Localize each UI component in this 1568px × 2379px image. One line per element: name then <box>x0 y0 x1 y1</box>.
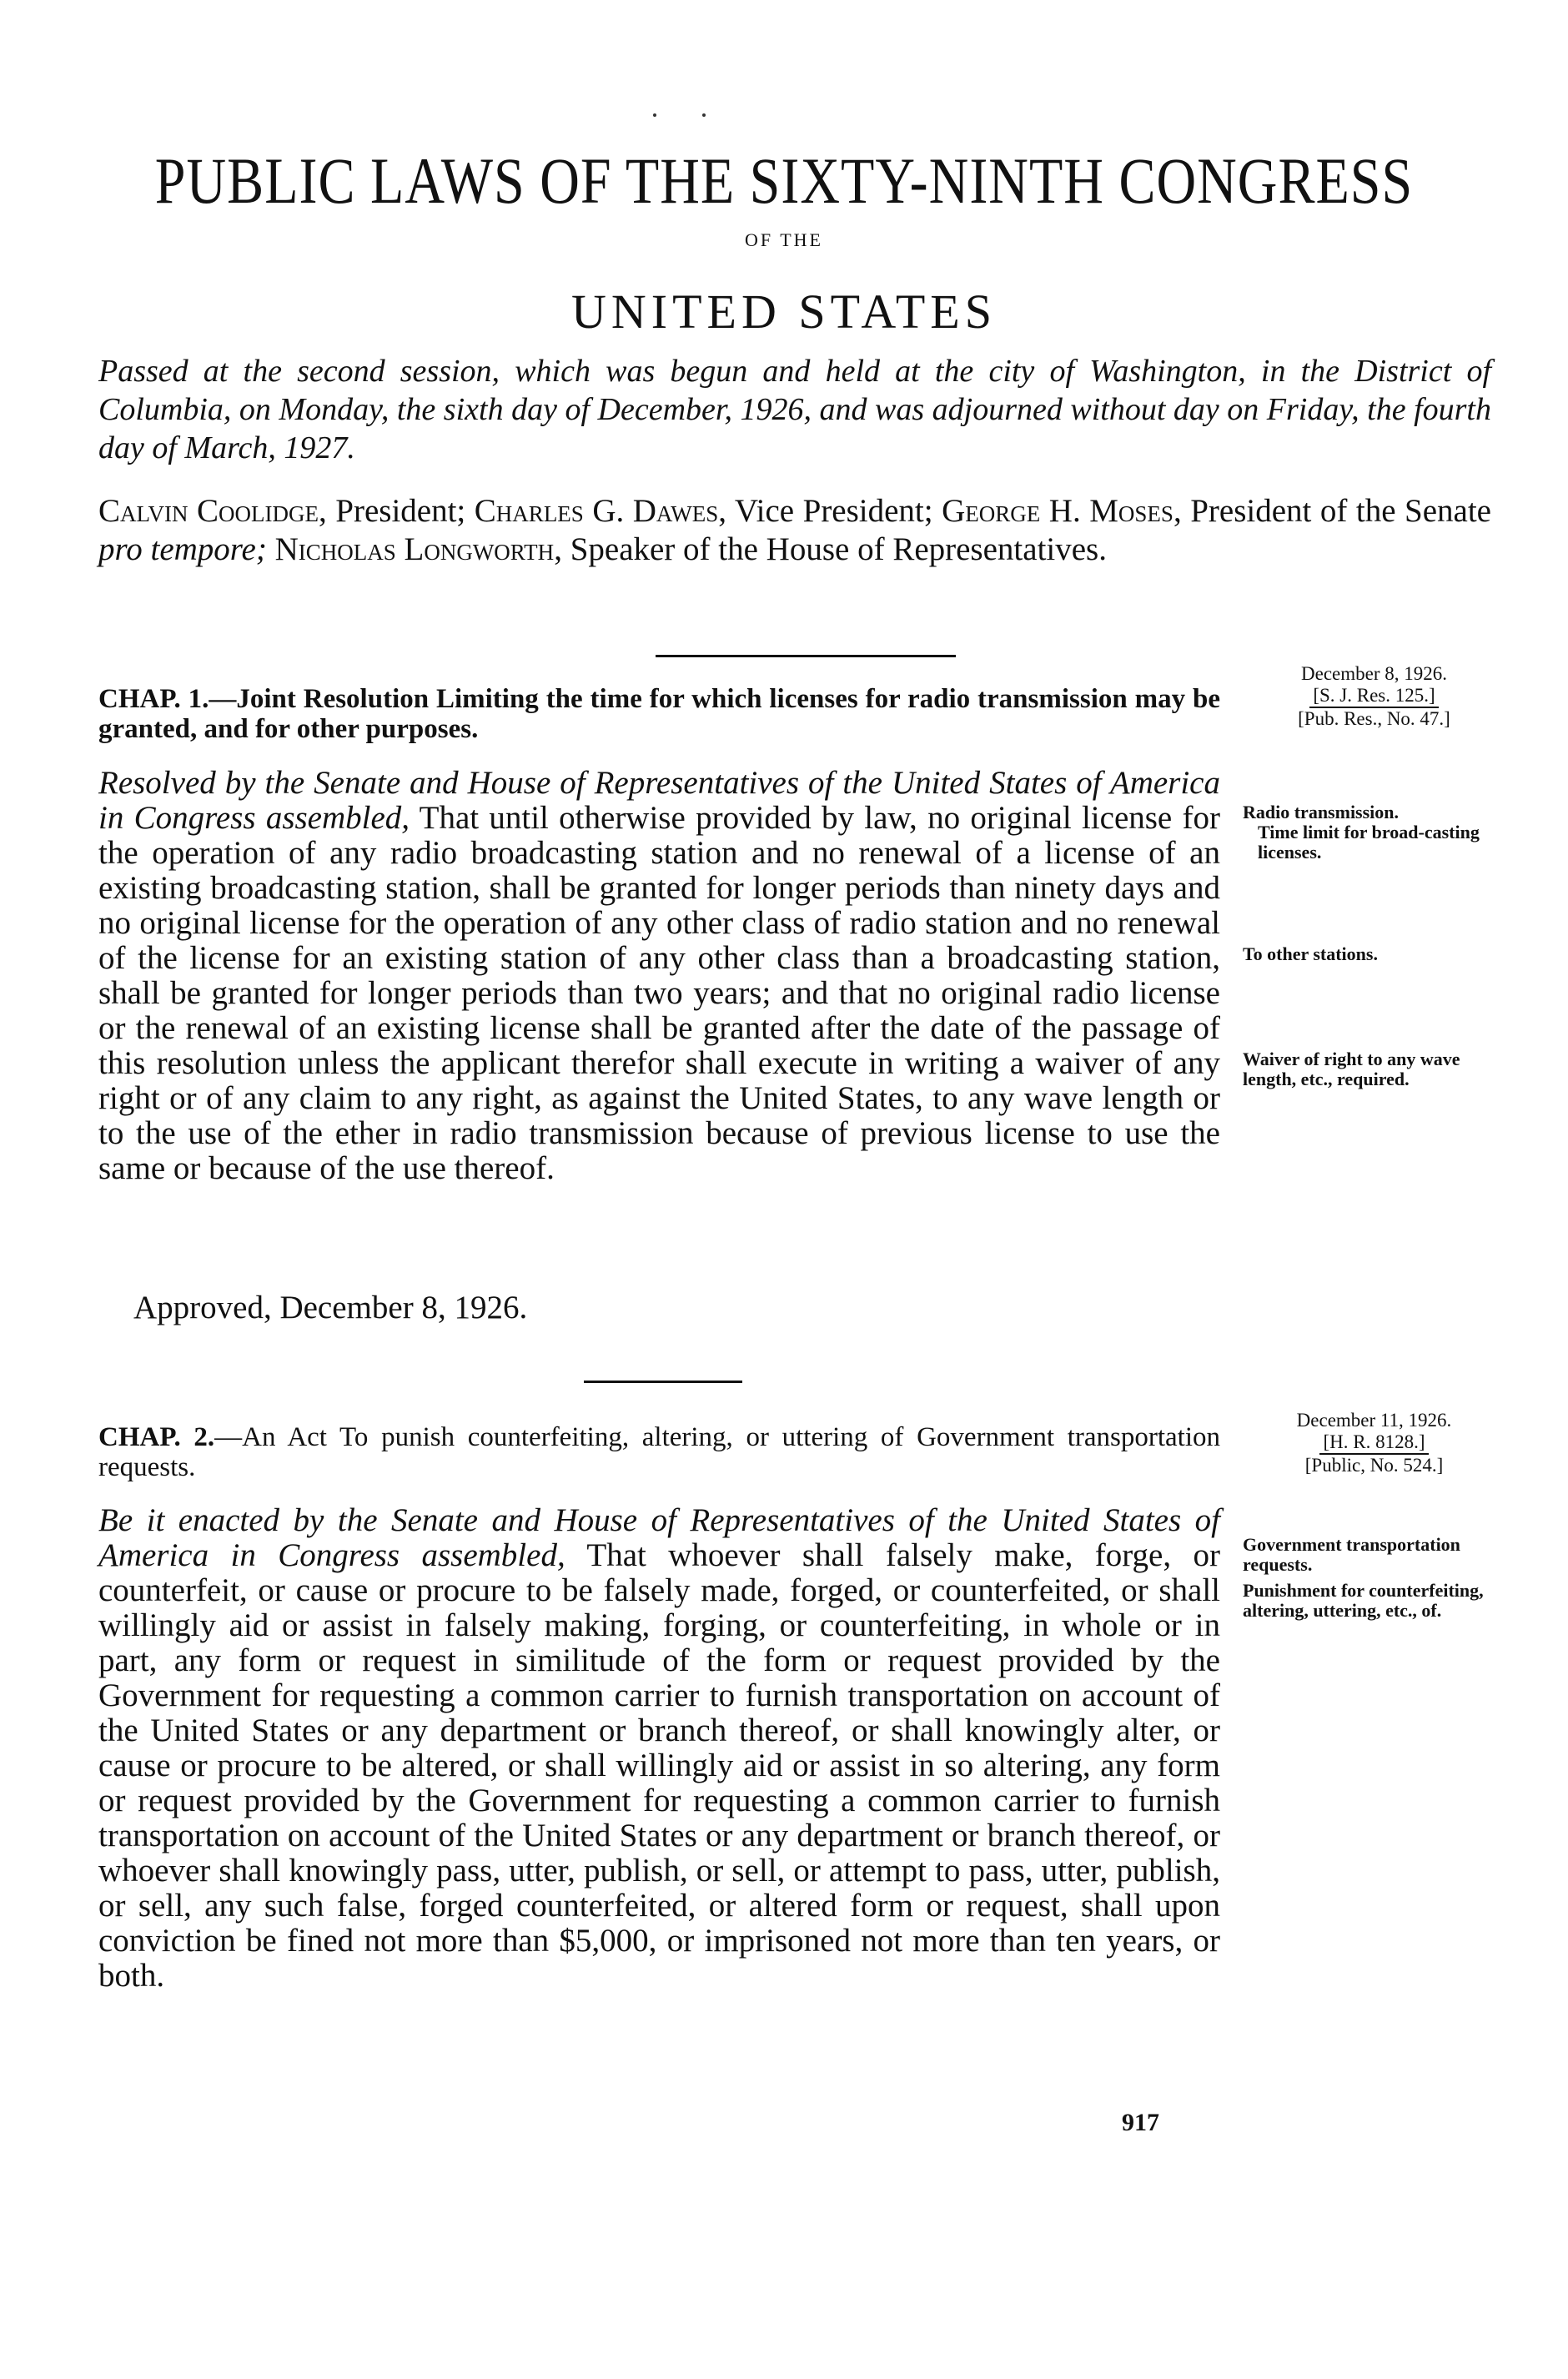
chap1-number: CHAP. 1. <box>98 684 209 714</box>
chap1-resolving-clause: Resolved by the Senate and House of Representatives of the United States of America in Congress assembled, <box>98 765 1220 836</box>
chap2-enacting-clause: Be it enacted by the Senate and House of Representatives of the United States of America in Congress assembled, <box>98 1502 1220 1573</box>
subtitle-of-the: OF THE <box>745 229 823 250</box>
session-intro: Passed at the second session, which was begun and held at the city of Washington, in the District of Columbia, on Monday, the sixth day of December, 1926, and was adjourned without day on Friday, the fourth day of March, 1927. <box>98 354 1491 465</box>
page-title: PUBLIC LAWS OF THE SIXTY-NINTH CONGRESS <box>154 145 1414 218</box>
scan-speck <box>653 113 656 117</box>
officers-paragraph: Calvin Coolidge, President; Charles G. Dawes, Vice President; George H. Moses, President of the Senate pro tempore; Nicholas Longworth, Speaker of the House of Representatives. <box>98 493 1491 567</box>
chap1-bill-ref: [S. J. Res. 125.] <box>1309 685 1438 708</box>
chap2-number: CHAP. 2. <box>98 1422 215 1452</box>
section-divider <box>656 655 956 657</box>
page-number: 917 <box>1122 2109 1159 2136</box>
chap1-date: December 8, 1926. <box>1301 663 1447 684</box>
chap2-heading: CHAP. 2.—An Act To punish counterfeiting, altering, or uttering of Government transportation requests. <box>98 1422 1220 1482</box>
chap2-bill-ref: [H. R. 8128.] <box>1319 1431 1428 1455</box>
officer-name: Calvin Coolidge <box>98 493 319 529</box>
chap2-margin-note-punishment: Punishment for counterfeiting, altering, uttering, etc., of. <box>1243 1580 1484 1621</box>
chap2-body: Be it enacted by the Senate and House of Representatives of the United States of America in Congress assembled, That whoever shall falsely make, forge, or counterfeit, or cause or procure to be falsely made, forged, or counterfeited, or shall willingly aid or assist in falsely making, forging, or counterfeiting, in whole or in part, any form or request in similitude of the form or request provided by the Government for requesting a common carrier to furnish transportation on account of the United States or any department or branch thereof, or shall knowingly alter, or cause or procure to be altered, or shall willingly aid or assist in so altering, any form or request provided by the Government for requesting a common carrier to furnish transportation on account of the United States or any department or branch thereof, or whoever shall knowingly pass, utter, publish, or sell, or attempt to pass, utter, publish, or sell, any such false, forged counterfeited, or altered form or request, shall upon conviction be fined not more than $5,000, or imprisoned not more than ten years, or both. <box>98 1502 1220 1994</box>
chap2-date-block <box>1264 1410 1485 1476</box>
subtitle-united-states: UNITED STATES <box>571 284 997 339</box>
chap1-margin-note-other: To other stations. <box>1243 943 1378 964</box>
chap1-approved: Approved, December 8, 1926. <box>133 1290 528 1325</box>
chap1-pub-ref: [Pub. Res., No. 47.] <box>1298 708 1450 729</box>
chap1-margin-note-waiver: Waiver of right to any wave length, etc., required. <box>1243 1049 1460 1089</box>
chap2-margin-note-requests: Government transportation requests. <box>1243 1534 1460 1575</box>
chap1-date-block <box>1264 663 1485 730</box>
chap1-heading: CHAP. 1.—Joint Resolution Limiting the time for which licenses for radio transmission may be granted, and for other purposes. <box>98 684 1220 744</box>
scan-speck <box>702 113 706 117</box>
officer-name: George H. Moses <box>942 493 1173 529</box>
chap1-margin-note-radio: Radio transmission. Time limit for broad-casting licenses. <box>1243 802 1480 863</box>
chap2-pub-ref: [Public, No. 524.] <box>1304 1455 1444 1476</box>
officer-name: Charles G. Dawes <box>474 493 719 529</box>
chap2-date: December 11, 1926. <box>1296 1410 1452 1431</box>
officer-name: Nicholas Longworth <box>274 531 555 567</box>
section-divider <box>584 1381 742 1383</box>
chap1-body: Resolved by the Senate and House of Representatives of the United States of America in Congress assembled, That until otherwise provided by law, no original license for the operation of any radio broadcasting station and no renewal of a license of an existing broadcasting station, shall be granted for longer periods than ninety days and no original license for the operation of any other class of radio station and no renewal of the license for an existing station of any other class than a broadcasting station, shall be granted for longer periods than two years; and that no original radio license or the renewal of an existing license shall be granted after the date of the passage of this resolution unless the applicant therefor shall execute in writing a waiver of any right or of any claim to any right, as against the United States, to any wave length or to the use of the ether in radio transmission because of previous license to use the same or because of the use thereof. <box>98 765 1221 1186</box>
